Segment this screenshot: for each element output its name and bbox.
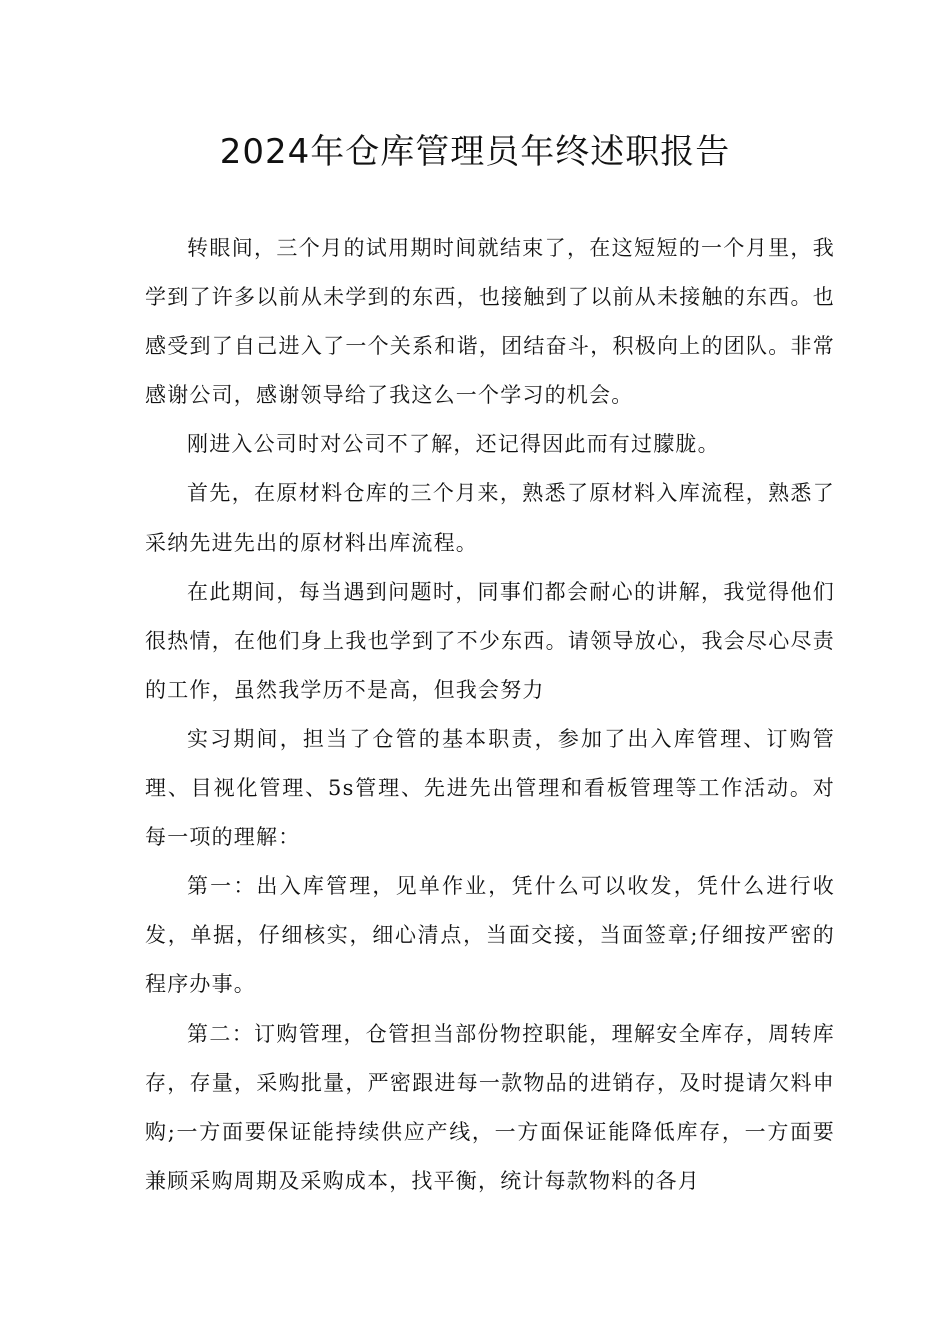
- paragraph-inbound-outbound: 第一：出入库管理，见单作业，凭什么可以收发，凭什么进行收发，单据，仔细核实，细心清点，当面交接，当面签章;仔细按严密的程序办事。: [145, 874, 835, 997]
- paragraph-raw-material-warehouse: 首先，在原材料仓库的三个月来，熟悉了原材料入库流程，熟悉了采纳先进先出的原材料出库流程。: [145, 481, 835, 555]
- paragraph-first-impression: 刚进入公司时对公司不了解，还记得因此而有过朦胧。: [187, 432, 720, 457]
- paragraph-internship-duties: 实习期间，担当了仓管的基本职责，参加了出入库管理、订购管理、目视化管理、5s管理、先进先出管理和看板管理等工作活动。对每一项的理解：: [145, 726, 835, 850]
- paragraph-intro: 转眼间，三个月的试用期时间就结束了，在这短短的一个月里，我学到了许多以前从未学到的东西，也接触到了以前从未接触的东西。也感受到了自己进入了一个关系和谐，团结奋斗，积极向上的团队。非常感谢公司，感谢领导给了我这么一个学习的机会。: [145, 236, 835, 408]
- document-title: 2024年仓库管理员年终述职报告: [219, 132, 731, 172]
- document-body: [145, 224, 835, 1206]
- paragraph-purchasing: 第二：订购管理，仓管担当部份物控职能，理解安全库存，周转库存，存量，采购批量，严密跟进每一款物品的进销存，及时提请欠料申购;一方面要保证能持续供应产线，一方面保证能降低库存，一方面要兼顾采购周期及采购成本，找平衡，统计每款物料的各月: [145, 1021, 835, 1193]
- paragraph-colleagues: 在此期间，每当遇到问题时，同事们都会耐心的讲解，我觉得他们很热情，在他们身上我也学到了不少东西。请领导放心，我会尽心尽责的工作，虽然我学历不是高，但我会努力: [145, 579, 835, 702]
